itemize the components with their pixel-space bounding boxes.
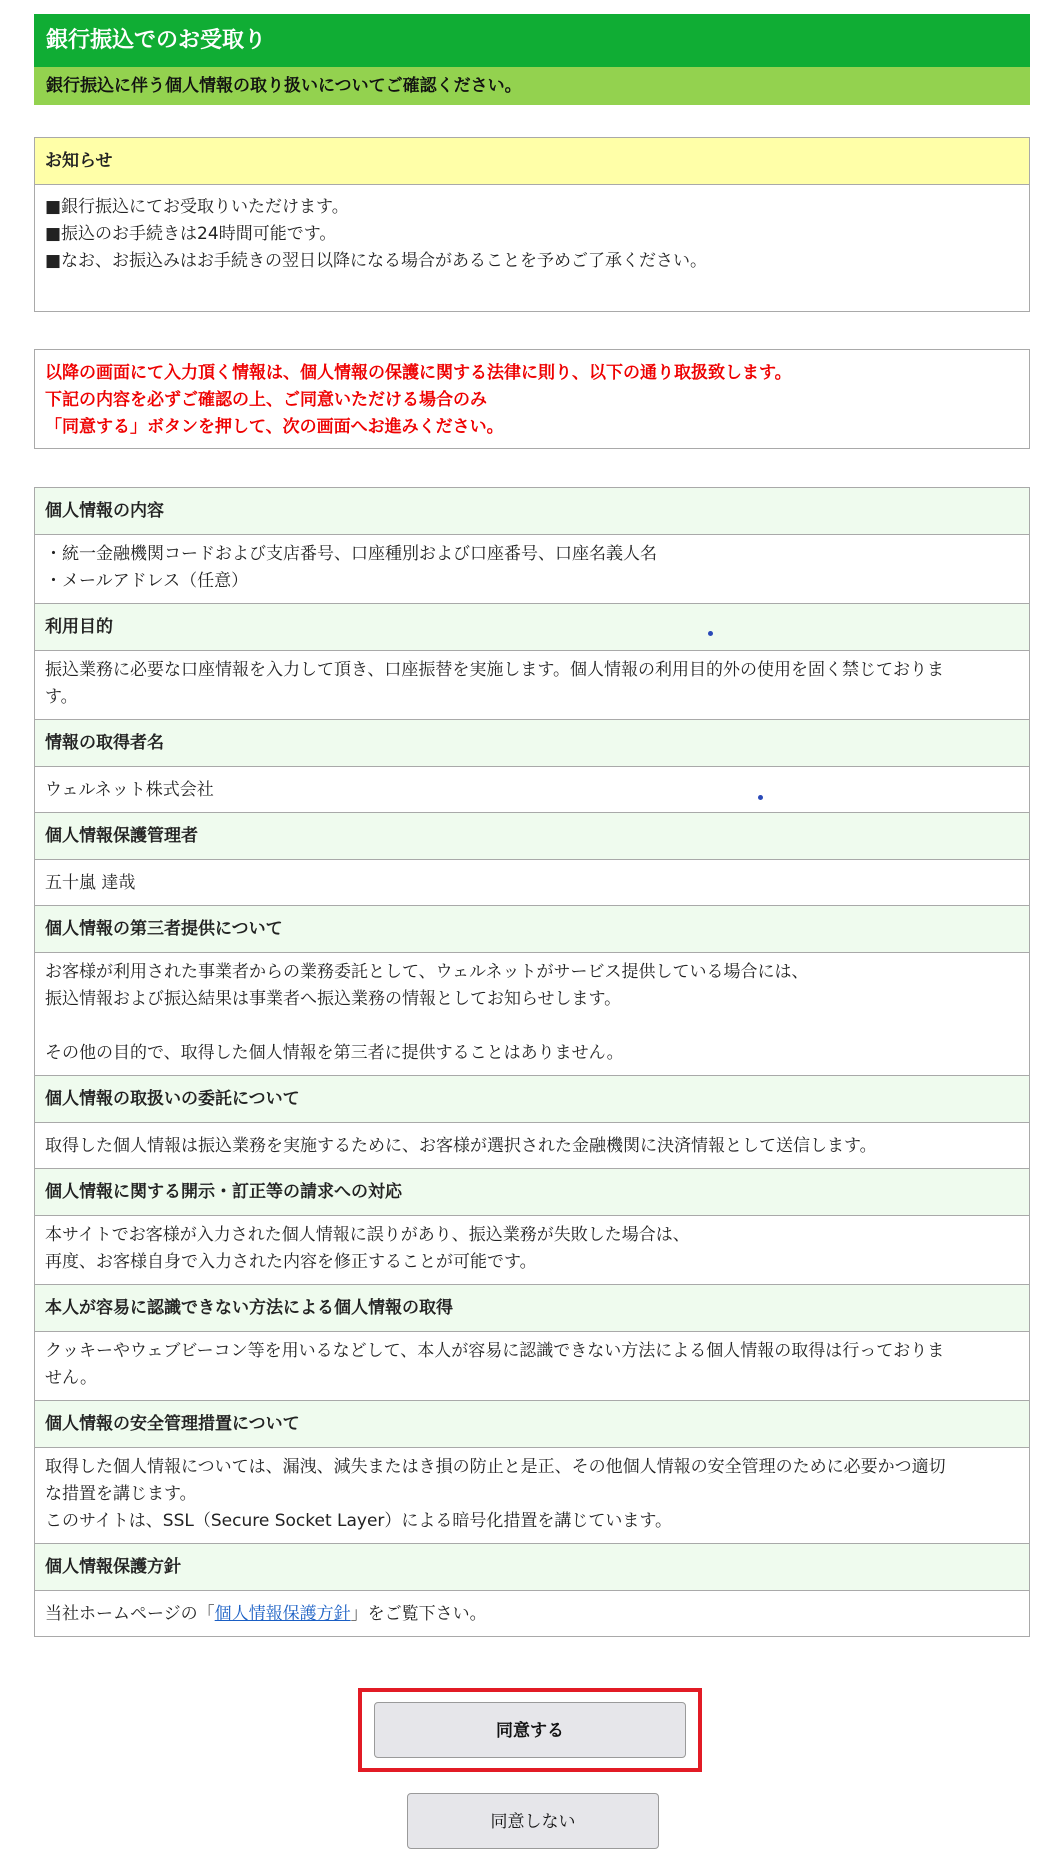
section-line: ウェルネット株式会社 <box>45 780 214 800</box>
notice-line: ■銀行振込にてお受取りいただけます。 <box>45 197 349 217</box>
privacy-policy-link[interactable]: 個人情報保護方針 <box>214 1604 351 1624</box>
notice-heading: お知らせ <box>35 138 1029 185</box>
section-line: クッキーやウェブビーコン等を用いるなどして、本人が容易に認識できない方法による個人情報の取得は行っておりま <box>45 1341 945 1361</box>
section-body-disclosure <box>35 1216 1029 1285</box>
section-heading-manager: 個人情報保護管理者 <box>35 813 1029 860</box>
disagree-button[interactable]: 同意しない <box>407 1793 659 1849</box>
section-body-third-party <box>35 953 1029 1076</box>
section-line: 振込情報および振込結果は事業者へ振込業務の情報としてお知らせします。 <box>45 989 622 1009</box>
policy-suffix: 」をご覧下さい。 <box>350 1604 487 1624</box>
page-container <box>34 14 1030 1637</box>
decorative-dot <box>758 795 763 800</box>
notice-body <box>35 185 1029 311</box>
privacy-warning-box <box>34 349 1030 449</box>
section-heading-outsourcing: 個人情報の取扱いの委託について <box>35 1076 1029 1123</box>
notice-line: ■振込のお手続きは24時間可能です。 <box>45 224 337 244</box>
notice-box <box>34 137 1030 312</box>
warning-line: 下記の内容を必ずご確認の上、ご同意いただける場合のみ <box>45 390 487 410</box>
section-line-gap <box>45 1013 1019 1040</box>
section-heading-cookies: 本人が容易に認識できない方法による個人情報の取得 <box>35 1285 1029 1332</box>
section-line: 再度、お客様自身で入力された内容を修正することが可能です。 <box>45 1252 537 1272</box>
page-title: 銀行振込でのお受取り <box>34 14 1030 67</box>
section-line: な措置を講じます。 <box>45 1484 197 1504</box>
warning-line: 以降の画面にて入力頂く情報は、個人情報の保護に関する法律に則り、以下の通り取扱致します。 <box>45 363 792 383</box>
section-body-purpose <box>35 651 1029 720</box>
section-body-acquirer <box>35 767 1029 813</box>
section-heading-acquirer: 情報の取得者名 <box>35 720 1029 767</box>
section-heading-third-party: 個人情報の第三者提供について <box>35 906 1029 953</box>
section-line: 五十嵐 達哉 <box>45 873 136 893</box>
notice-line: ■なお、お振込みはお手続きの翌日以降になる場合があることを予めご了承ください。 <box>45 251 708 271</box>
section-body-content <box>35 535 1029 604</box>
section-line: ・メールアドレス（任意） <box>45 571 249 591</box>
section-line: お客様が利用された事業者からの業務委託として、ウェルネットがサービス提供している場合には、 <box>45 962 809 982</box>
privacy-info-table <box>34 487 1030 1637</box>
section-heading-disclosure: 個人情報に関する開示・訂正等の請求への対応 <box>35 1169 1029 1216</box>
section-line: ・統一金融機関コードおよび支店番号、口座種別および口座番号、口座名義人名 <box>45 544 657 564</box>
section-heading-purpose: 利用目的 <box>35 604 1029 651</box>
page-subtitle: 銀行振込に伴う個人情報の取り扱いについてご確認ください。 <box>34 67 1030 105</box>
section-line: 振込業務に必要な口座情報を入力して頂き、口座振替を実施します。個人情報の利用目的外の使用を固く禁じておりま <box>45 660 944 680</box>
section-line: 本サイトでお客様が入力された個人情報に誤りがあり、振込業務が失敗した場合は、 <box>45 1225 690 1245</box>
section-line: その他の目的で、取得した個人情報を第三者に提供することはありません。 <box>45 1043 624 1063</box>
section-body-security <box>35 1448 1029 1544</box>
decorative-dot <box>708 631 713 636</box>
section-body-policy <box>35 1591 1029 1637</box>
section-body-cookies <box>35 1332 1029 1401</box>
section-line: このサイトは、SSL（Secure Socket Layer）による暗号化措置を講じています。 <box>45 1511 673 1531</box>
section-line: せん。 <box>45 1368 98 1388</box>
section-body-manager <box>35 860 1029 906</box>
warning-line: 「同意する」ボタンを押して、次の画面へお進みください。 <box>45 417 504 437</box>
policy-prefix: 当社ホームページの「 <box>45 1604 215 1624</box>
agree-button[interactable]: 同意する <box>374 1702 686 1758</box>
section-heading-security: 個人情報の安全管理措置について <box>35 1401 1029 1448</box>
section-line: 取得した個人情報は振込業務を実施するために、お客様が選択された金融機関に決済情報として送信します。 <box>45 1136 877 1156</box>
section-line: 取得した個人情報については、漏洩、減失またはき損の防止と是正、その他個人情報の安全管理のために必要かつ適切 <box>45 1457 946 1477</box>
section-heading-content: 個人情報の内容 <box>35 488 1029 535</box>
section-line: す。 <box>45 687 78 707</box>
section-heading-policy: 個人情報保護方針 <box>35 1544 1029 1591</box>
section-body-outsourcing <box>35 1123 1029 1169</box>
